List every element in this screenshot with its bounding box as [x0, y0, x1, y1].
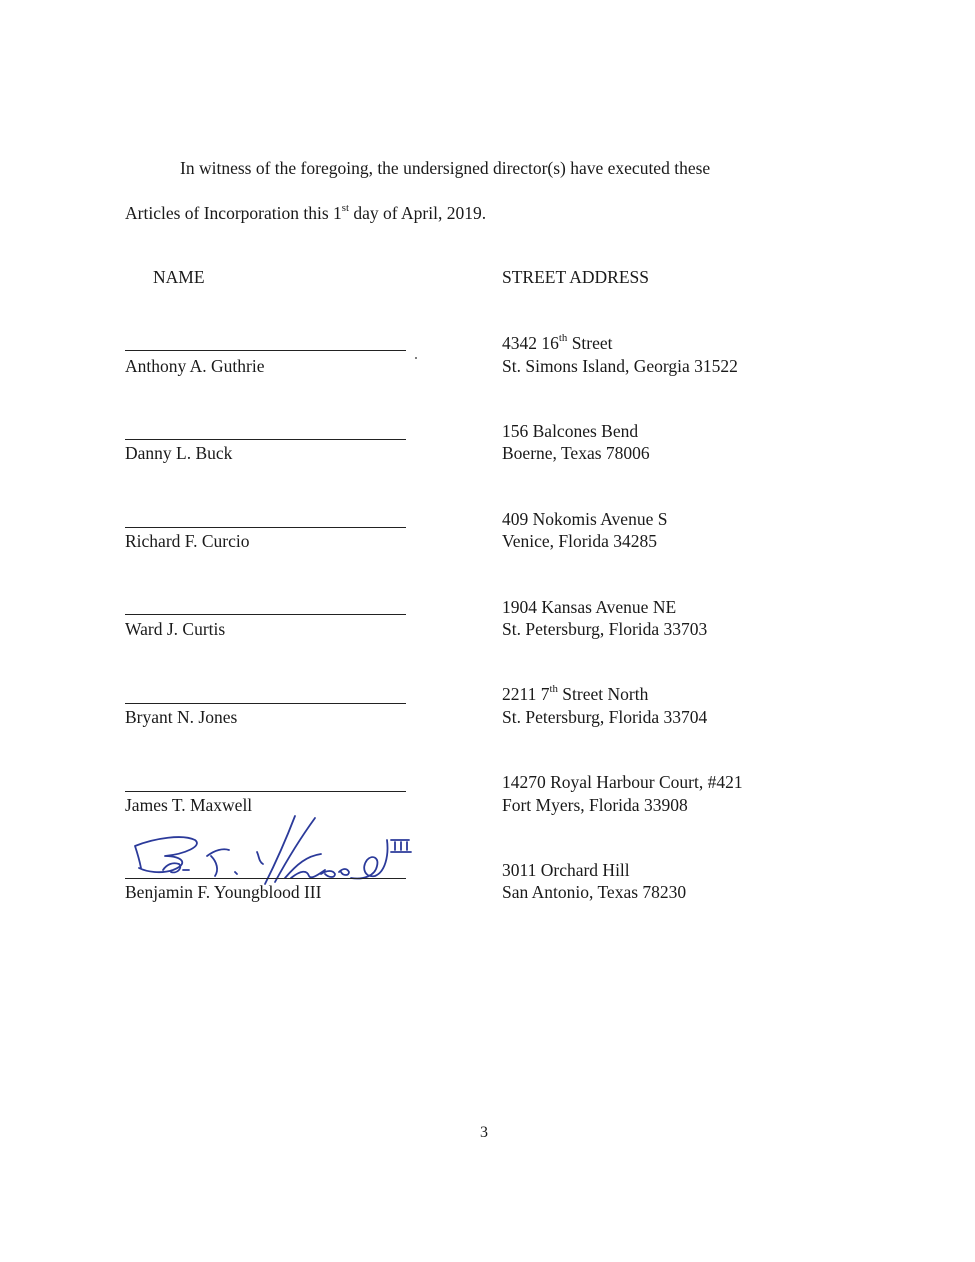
director-address-line2: St. Petersburg, Florida 33703	[502, 619, 708, 639]
director-address-line2: Venice, Florida 34285	[502, 531, 658, 551]
director-address-line2: St. Petersburg, Florida 33704	[502, 707, 708, 727]
name-column-header: NAME	[153, 267, 205, 287]
signature-line	[125, 703, 406, 704]
director-name: Ward J. Curtis	[125, 619, 226, 639]
signature-line	[125, 791, 406, 792]
signature-line	[125, 614, 406, 615]
director-address-line2: Fort Myers, Florida 33908	[502, 795, 688, 815]
director-name: Benjamin F. Youngblood III	[125, 882, 322, 902]
witness-statement-line1: In witness of the foregoing, the undersigned director(s) have executed these	[180, 158, 711, 178]
director-address-line2: Boerne, Texas 78006	[502, 443, 650, 463]
director-address-line1: 409 Nokomis Avenue S	[502, 509, 668, 529]
street-address-column-header: STREET ADDRESS	[502, 267, 649, 287]
director-address-line2: St. Simons Island, Georgia 31522	[502, 356, 738, 376]
director-name: Anthony A. Guthrie	[125, 356, 265, 376]
witness-statement-line2: Articles of Incorporation this 1st day of April, 2019.	[125, 202, 487, 223]
director-name: James T. Maxwell	[125, 795, 253, 815]
director-address-line1: 14270 Royal Harbour Court, #421	[502, 772, 743, 792]
signature-line	[125, 527, 406, 528]
signature-line	[125, 878, 406, 879]
signature-line	[125, 439, 406, 440]
director-address-line1: 3011 Orchard Hill	[502, 860, 630, 880]
director-name: Danny L. Buck	[125, 443, 233, 463]
director-address-line1: 156 Balcones Bend	[502, 421, 639, 441]
signature-line	[125, 350, 406, 351]
director-address-line1: 2211 7th Street North	[502, 683, 649, 704]
director-address-line2: San Antonio, Texas 78230	[502, 882, 687, 902]
director-name: Richard F. Curcio	[125, 531, 250, 551]
stray-mark	[415, 357, 417, 359]
director-address-line1: 4342 16th Street	[502, 332, 613, 353]
director-address-line1: 1904 Kansas Avenue NE	[502, 597, 677, 617]
director-name: Bryant N. Jones	[125, 707, 238, 727]
page-number: 3	[480, 1124, 488, 1141]
